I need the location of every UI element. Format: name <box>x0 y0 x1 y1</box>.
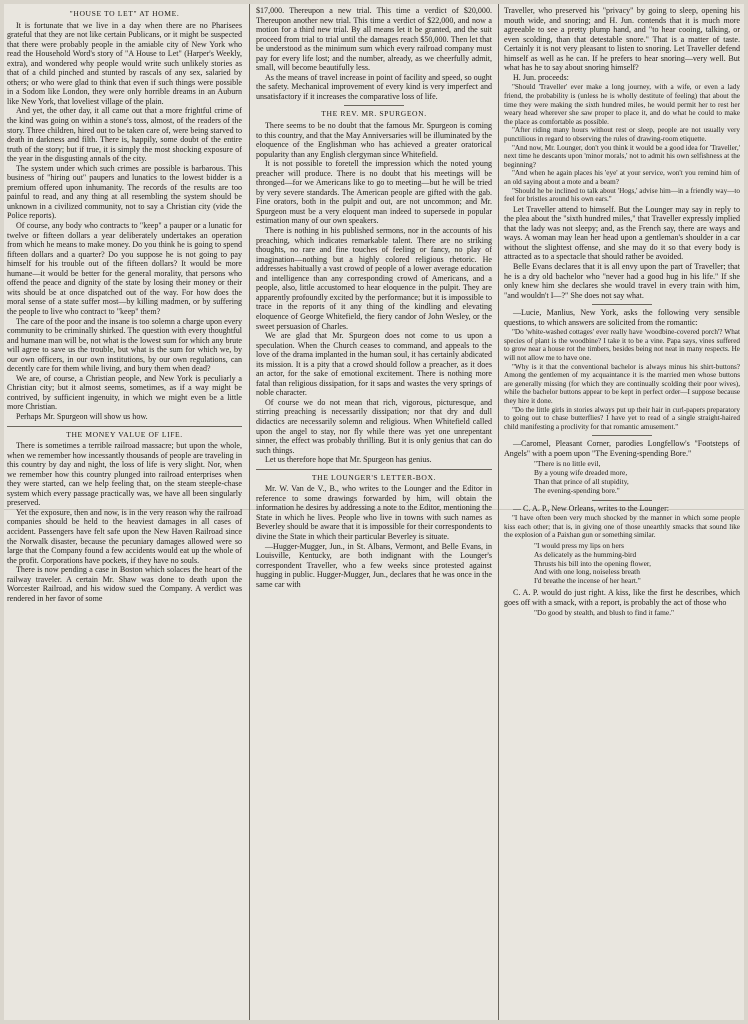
paragraph: As the means of travel increase in point of facility and speed, so ought the safety. Mechanical improvement of every kind is very imperfect and unsatisfactory if it increases the comparative loss of life. <box>256 72 492 101</box>
paragraph: We are, of course, a Christian people, and New York is peculiarly a Christian city; but it almost seems, sometimes, as if a way might be contrived, by sufficient ingenuity, in which we might even be a little more Christian. <box>7 373 242 412</box>
section-divider <box>7 426 242 427</box>
paragraph: —Caromel, Pleasant Corner, parodies Longfellow's "Footsteps of Angels" with a poem upon "The Evening-spending Bore." <box>504 439 740 458</box>
heading-house-to-let: "HOUSE TO LET" AT HOME. <box>69 9 180 18</box>
paragraph: And yet, the other day, it all came out that a more frightful crime of the kind was going on within a stone's toss, almost, of the readers of the story. Three children, hired out to be taken care of, were being starved to death in darkness and filth. There is, happily, some doubt of the entire truth of the story; but if true, it is simply the most shocking exposure of the year in the disgusting annals of the city. <box>7 106 242 164</box>
paragraph: There seems to be no doubt that the famous Mr. Spurgeon is coming to this country, and that the May Anniversaries will be illuminated by the eloquence of the Englishman who has achieved a greater oratorical popularity than any English clergyman since Whitefield. <box>256 121 492 159</box>
paragraph: H. Jun. proceeds: <box>513 72 569 82</box>
quoted-letter <box>504 83 740 203</box>
verse-line: "I would press my lips on hers <box>534 540 625 550</box>
paragraph: Mr. W. Van de V., B., who writes to the Lounger and the Editor in reference to some drawings forwarded by him, will obtain the information he desires by addressing a note to the Editor, mentioning the State in which he lives. People who live in towns with such names as Beverley should be aware that it is impossible for their correspondents to divine the State in which their particular Beverley is situate. <box>256 484 492 541</box>
verse-line: The evening-spending bore." <box>534 485 620 495</box>
paragraph: —Lucie, Manlius, New York, asks the following very sensible questions, to which answers are solicited from the romantic: <box>504 308 740 327</box>
paragraph: Let us therefore hope that Mr. Spurgeon has genius. <box>265 455 432 465</box>
column-rule-right <box>498 4 499 1020</box>
section-divider <box>592 435 652 436</box>
paragraph: Of course we do not mean that rich, vigorous, picturesque, and stirring preaching is necessarily dissipation; nor that dry and dull didactics are necessarily solemn and religious. When Whitefield called upon the angel to stay, nor fly while there was yet one unrepentant sinner, the effect was probably thrilling. But it is only genius that can do such things. <box>256 397 492 455</box>
verse-line: I'd breathe the incense of her heart." <box>534 576 641 586</box>
column-2 <box>256 6 492 1018</box>
verse-line: Than that prince of all stupidity, <box>534 477 629 487</box>
verse-line: "There is no little evil, <box>534 459 601 469</box>
paragraph: We are glad that Mr. Spurgeon does not come to us upon a speculation. When the Church ceases to command, and appeals to the love of the drama implanted in the human soul, it has certainly abdicated its mission. It is a pity that a crowd should follow a preacher, as it does an actor, for the sake of emotional excitement. There is nothing more fatal than religious dissipation, for it saps and wastes the very springs of noble character. <box>256 331 492 398</box>
paragraph: There is now pending a case in Boston which solaces the heart of the railway traveler. A certain Mr. Shaw was done to death upon the Worcester Railroad, and his widow sued the Company. A verdict was rendered in her favor of some <box>7 565 242 603</box>
verse-line: As delicately as the humming-bird <box>534 549 637 559</box>
quoted-line: "Do good by stealth, and blush to find it fame." <box>534 608 675 618</box>
section-divider <box>592 304 652 305</box>
quote-paragraph: "Do the little girls in stories always put up their hair in curl-papers preparatory to going out to chase butterflies? I have yet to read of a single straight-haired child manifesting a proclivity for that romantic amusement." <box>504 405 740 431</box>
heading-letter-box: THE LOUNGER'S LETTER-BOX. <box>311 472 437 482</box>
poem-excerpt <box>534 460 740 495</box>
verse-line: And with one long, noiseless breath <box>534 567 640 577</box>
quote-paragraph: "Do 'white-washed cottages' ever really have 'woodbine-covered porch'? What species of plant is the woodbine? I take it to be a vine. Papa says, vines suffered to grow near a house rot the timbers, besides being not neat in many respects. He will not allow me to have one. <box>504 328 740 363</box>
paragraph: There is nothing in his published sermons, nor in the accounts of his preaching, which indicates remarkable talent. There are no striking thoughts, no rare and fine touches of feeling or fancy, no play of imagination—nothing but a highly colored religious rhetoric. He addresses habitually a vast crowd of people of a lower average education and intelligence than any corresponding crowd of Americans, and a people, also, little accustomed to hear eloquence in the pulpit. They are apparently profoundly excited by the performance; but it is impossible to trace in the reports of it any thing of the kindling and elevating eloquence of George Whitefield, the fiery candor of John Wesley, or the sweet persuasion of Charles. <box>256 226 492 331</box>
paragraph: Traveller, who preserved his "privacy" by going to sleep, opening his mouth wide, and snoring; and H. Jun. contends that it is much more agreeable to see a pretty plump hand, and "to hear cooing, talking, or even scolding, than that detestable snore." That is a matter of taste. Certainly it is not very pleasant to listen to snoring. Let Traveller defend himself as well as he can. If he prefers to hear snoring—very well. But what has he to say about snoring himself? <box>504 6 740 73</box>
paragraph: There is sometimes a terrible railroad massacre; but upon the whole, when we remember how incessantly thousands of people are traveling in this country by day and night, the loss of life is very slight. Nor, when we remember how this country plunged into railroad enterprises when they were started, can we help feeling that, on the steam steeple-chase system which every passage practically was, we have all been singularly preserved. <box>7 441 242 508</box>
paragraph: Let Traveller attend to himself. But the Lounger may say in reply to the plea about the "sixth hundred miles," that Traveller expressly implied that the lady was not sleepy; and, as the French say, there are ways and ways. A woman may lean her head upon a gentleman's shoulder in a car without the slightest offense, and she may do it so that every body is attracted as to a spectacle that should rather be avoided. <box>504 204 740 262</box>
column-1 <box>7 6 242 1018</box>
quote-paragraph: "I have often been very much shocked by the manner in which some people kiss each other; that is, in giving one of those unearthly smacks that sound like the explosion of a Paixhan gun or something similar. <box>504 514 740 540</box>
paragraph: — C. A. P., New Orleans, writes to the Lounger: <box>513 503 669 513</box>
newspaper-page <box>4 4 744 1020</box>
heading-spurgeon: THE REV. MR. SPURGEON. <box>321 109 427 119</box>
paragraph: The care of the poor and the insane is too solemn a charge upon every community to be criminally shirked. The question with every thoughtful and humane man will be, not what is the lowest sum for which any brute will agree to save us the trouble, but what is the sum for which we, by our own officers, in our own institutions, by our own regulations, can decently care for them while living, and bury them when dead? <box>7 316 242 374</box>
column-rule-left <box>249 4 250 1020</box>
quote-paragraph: "Should 'Traveller' ever make a long journey, with a wife, or even a lady friend, the probability is (unless he is wholly destitute of feeling) that about the time they were making the sixth hundred miles, he would permit her to rest her weary head wherever she saw proper to place it, and do what he could to make the place as comfortable as possible. <box>504 83 740 126</box>
paragraph: The system under which such crimes are possible is barbarous. This business of "hiring out" paupers and lunatics to the lowest bidder is a premium offered upon inhumanity. The records of the results are too painful to read, and any thing at all resembling the system should be unknown in a civilized community, not to say a Christian city (vide the Police reports). <box>7 163 242 221</box>
verse-line: Thrusts his bill into the opening flower, <box>534 558 651 568</box>
section-divider <box>592 500 652 501</box>
heading-money-value-of-life: THE MONEY VALUE OF LIFE. <box>66 429 183 439</box>
quoted-letter <box>504 514 740 540</box>
paragraph: Yet the exposure, then and now, is in the very reason why the railroad companies should be held to the heaviest damages in all cases of accident. Passengers have felt safe upon the New Haven Railroad since the Norwalk disaster, because the pecuniary damages allowed were so large that the Company found a few accidents would eat up the whole of the profit. Corporations have pockets, if they have no souls. <box>7 507 242 565</box>
quote-paragraph: "And now, Mr. Lounger, don't you think it would be a good idea for 'Traveller,' next time he descants upon 'minor morals,' not to admit his own selfishness at the beginning? <box>504 143 740 169</box>
quote-paragraph: "Should he be inclined to talk about 'Hogs,' advise him—in a friendly way—to feel for bristles around his own ears." <box>504 186 740 204</box>
paragraph: It is not possible to foretell the impression which the noted young preacher will produce. There is no doubt that his meetings will be thronged—for we Americans like to go to meeting—but he will be tried by very severe standards. The American people are gifted with the gab. Fine orators, both in the pulpit and out, are not uncommon; and Mr. Spurgeon must be a very eloquent man indeed to supersede in popular estimation many of our own speakers. <box>256 159 492 226</box>
paragraph: Of course, any body who contracts to "keep" a pauper or a lunatic for twelve or fifteen dollars a year deliberately undertakes an operation from which he means to make money. Do you think he is going to spend fifteen dollars and a quarter? Do you suppose he is not going to pay himself for his trouble out of the fifteen dollars? It would be more humane—it would be better for the general morality, that persons who offend the peace and dignity of the state by losing their money or their wits should be at once dispatched out of the way. For how does the moral sense of a state suffer most—by killing madmen, or by suffering the people to live who contract to "keep" them? <box>7 221 242 316</box>
quoted-letter <box>504 328 740 431</box>
paragraph: —Hugger-Mugger, Jun., in St. Albans, Vermont, and Belle Evans, in Louisville, Kentucky, are both indignant with the Lounger's correspondent Traveller, who a few weeks since protested against hugging in public. Hugger-Mugger, Jun., declares that he was once in the same car with <box>256 541 492 589</box>
paragraph: It is fortunate that we live in a day when there are no Pharisees grateful that they are not like certain Publicans, or it might be suspected that there were probably people in the amiable city of New York who read the Household Word's story of "A House to Let" (Harper's Weekly, extra), and wondered why people would write such unlikely stories as that of a child pinched and stunted by rascals of any sex, salaried by others; or who were glad to think that even if such things were possible in a Sodom like London, they were only horrible dreams in an Auburn like New York, that loveliest village of the plain. <box>7 20 242 106</box>
paragraph: Belle Evans declares that it is all envy upon the part of Traveller; that he is a dry old bachelor who "never had a good hug in his life." If she only knew him she declares she would travel in every train with him, "and wouldn't I—?" She does not say what. <box>504 261 740 300</box>
quote-paragraph: "Why is it that the conventional bachelor is always minus his shirt-buttons? Among the gentlemen of my acquaintance it is the married men whose buttons are generally missing (for which they are continually scolding their poor wives), while the bachelor buttons appear to be kept in perfect order—I suppose because they hire it done. <box>504 362 740 405</box>
poem-excerpt <box>534 542 740 586</box>
verse-line: By a young wife dreaded more, <box>534 468 628 478</box>
paragraph: $17,000. Thereupon a new trial. This time a verdict of $20,000. Thereupon another new trial. This time a verdict of $22,000, and now a motion for a third new trial. By all means let it be granted, and the suit proceed from trial to trial until the damages reach $50,000. Then let that be understood as the minimum sum which every railroad company must pay for every life lost; and the number, already, as we cheerfully admit, small, will become beautifully less. <box>256 6 492 73</box>
quote-paragraph: "After riding many hours without rest or sleep, people are not usually very punctilious in regard to observing the rules of drawing-room etiquette. <box>504 126 740 143</box>
paragraph: Perhaps Mr. Spurgeon will show us how. <box>16 411 148 421</box>
section-divider <box>344 105 404 106</box>
quote-paragraph: "And when he again places his 'eye' at your service, won't you remind him of an old saying about a mote and a beam? <box>504 169 740 186</box>
section-divider <box>256 469 492 470</box>
paragraph: C. A. P. would do just right. A kiss, like the first he describes, which goes off with a smack, with a report, is probably the act of those who <box>504 587 740 607</box>
column-3 <box>504 6 740 1018</box>
